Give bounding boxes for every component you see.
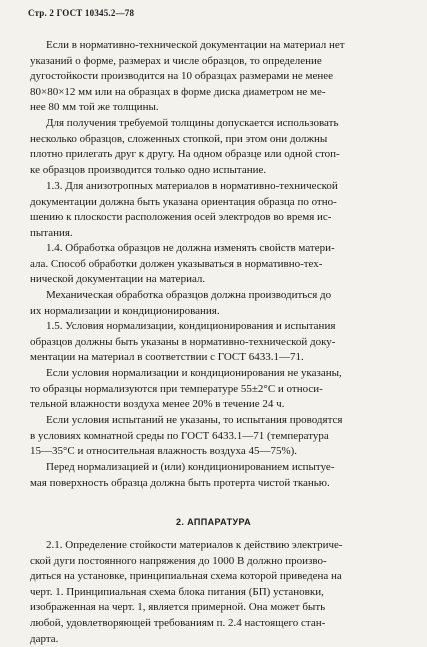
paragraph-machining: Механическая обработка образцов должна производиться до их нормализации и кондиционирования. <box>30 289 332 317</box>
paragraph-test-conditions: Если условия испытаний не указаны, то испытания проводятся в условиях комнатной среды по ГОСТ 6433.1—71 (температура 15—35°С и относительная влажность воздуха 45—75%). <box>30 414 343 458</box>
section-title: 2. АППАРАТУРА <box>175 517 252 527</box>
paragraph-1-3: 1.3. Для анизотропных материалов в нормативно-технической документации должна быть указана ориентация образца по отно- шению к плоскости расположения осей электродов во время ис- пытания. <box>30 180 338 239</box>
paragraph-stacking: Для получения требуемой толщины допускается использовать несколько образцов, сложенных стопкой, при этом они должны плотно прилегать друг к другу. На одном образце или одной стоп- ке образцов производится только одно испытание. <box>30 117 340 176</box>
paragraph-1-5: 1.5. Условия нормализации, кондиционирования и испытания образцов должны быть указаны в нормативно-технической доку- ментации на материал в соответствии с ГОСТ 6433.1—71. <box>30 320 336 364</box>
paragraph-normalization: Если условия нормализации и кондиционирования не указаны, то образцы нормализуются при температуре 55±2°С и относи- тельной влажности воздуха менее 20% в течение 24 ч. <box>30 367 342 411</box>
paragraph-2-1: 2.1. Определение стойкости материалов к действию электриче- ской дуги постоянного напряжения до 1000 В должно произво- диться на установке, принципиальная схема которой приведена на черт. 1. Принципиальная схема блока питания (БП) установки, изображенная на черт. 1, является примерной. Она может быть любой, удовлетворяющей требованиям п. 2.4 настоящего стан- дарта. <box>30 539 343 645</box>
paragraph-1-4: 1.4. Обработка образцов не должна изменять свойств матери- ала. Способ обработки должен указываться в нормативно-тех- нической документации на материал. <box>30 242 335 286</box>
paragraph-surface-cleaning: Перед нормализацией и (или) кондиционированием испытуе- мая поверхность образца должна быть протерта чистой тканью. <box>30 461 335 489</box>
paragraph-specimen-count: Если в нормативно-технической документации на материал нет указаний о форме, размерах и числе образцов, то определение дугостойкости производится на 10 образцах размерами не менее 80×80×12 мм или на образцах в форме диска диаметром не ме- нее 80 мм той же толщины. <box>30 39 345 114</box>
page-header: Стр. 2 ГОСТ 10345.2—78 <box>28 8 135 18</box>
